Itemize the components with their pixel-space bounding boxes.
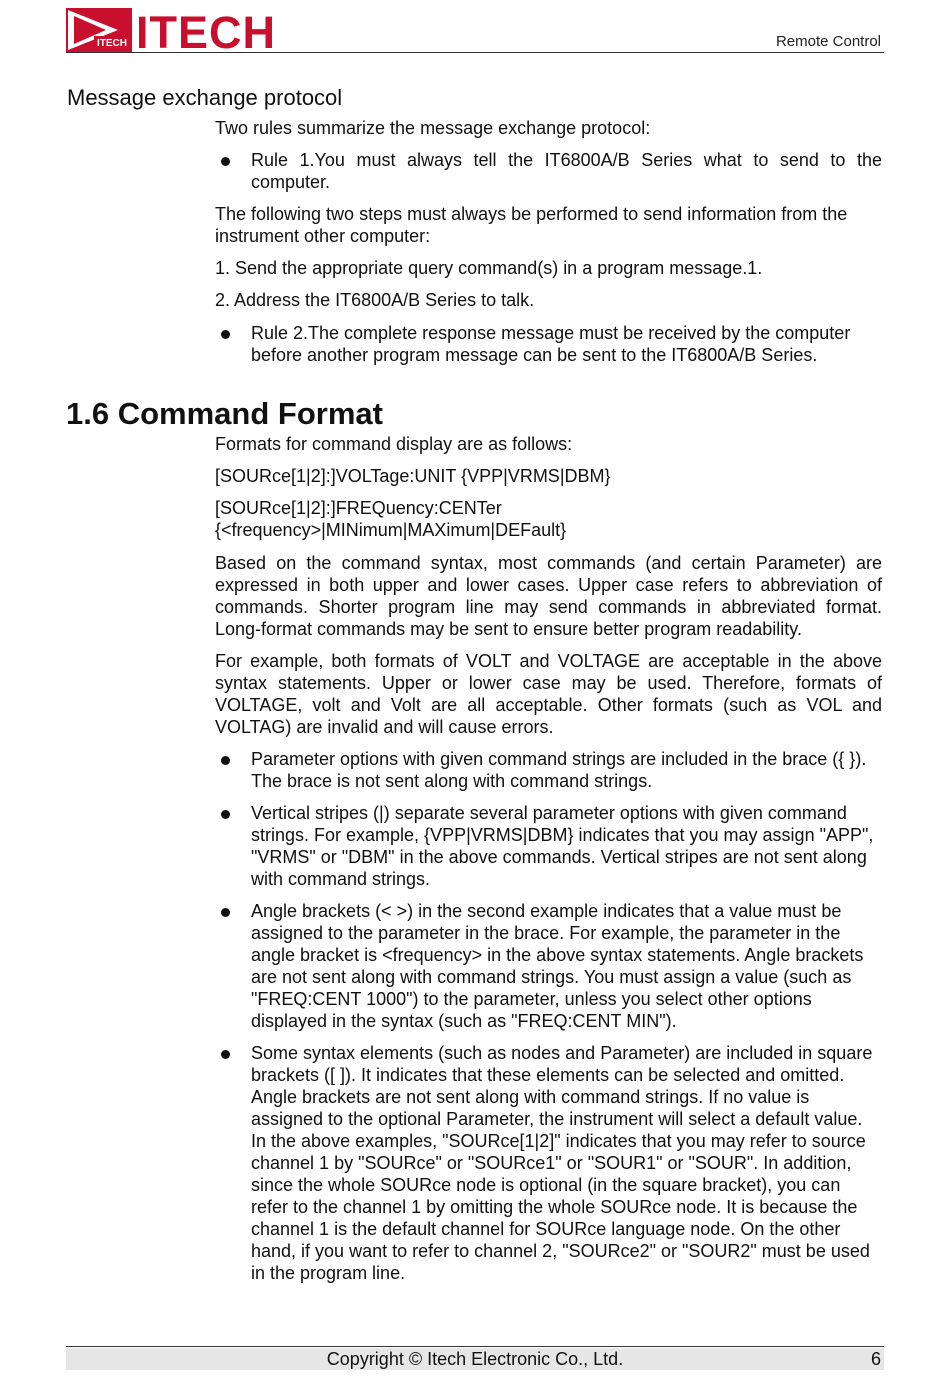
bullet-rule-2 (215, 322, 882, 366)
header-section-label: Remote Control (775, 33, 881, 50)
section-heading-command-format: 1.6 Command Format (66, 396, 383, 431)
paragraph-case-rules: Based on the command syntax, most commands (and certain Parameter) are expressed in both upper and lower cases. Upper case refers to abbreviation of commands. Shorter program line may send commands in abbreviated format. Long-format commands may be sent to ensure better program readability. (215, 553, 882, 639)
svg-text:ITECH: ITECH (136, 8, 276, 52)
bullet-text: Vertical stripes (|) separate several parameter options with given command strings. For example, {VPP|VRMS|DBM} indicates that you may assign "APP", "VRMS" or "DBM" in the above commands. Vertical stripes are not sent along with command strings. (251, 803, 874, 889)
bullet-text: Some syntax elements (such as nodes and Parameter) are included in square brackets ([ ]). It indicates that these elements can be selected and omitted. Angle brackets are not sent along with command strings. If no value is assigned to the optional Parameter, the instrument will select a default value. In the above examples, "SOURce[1|2]" indicates that you may refer to source channel 1 by "SOURce" or "SOURce1" or "SOUR1" or "SOUR". In addition, since the whole SOURce node is optional (in the square bracket), you can refer to the channel 1 by omitting the whole SOURce node. It is because the channel 1 is the default channel for SOURce language node. On the other hand, if you want to refer to channel 2, "SOURce2" or "SOUR2" must be used in the program line. (251, 1043, 873, 1283)
section-heading-message-exchange: Message exchange protocol (67, 85, 343, 110)
bullet-text: Parameter options with given command strings are included in the brace ({ }). The brace is not sent along with command strings. (251, 749, 867, 791)
itech-logo (66, 8, 296, 52)
syntax-line-2a: [SOURce[1|2]:]FREQuency:CENTer (215, 498, 502, 518)
bullet-dot-icon (221, 756, 230, 765)
footer-copyright: Copyright © Itech Electronic Co., Ltd. (326, 1349, 624, 1369)
syntax-line-2 (215, 497, 882, 541)
bullet-vertical-stripes (215, 802, 882, 890)
paragraph-formats-intro: Formats for command display are as follows: (215, 434, 573, 454)
paragraph-steps-intro: The following two steps must always be performed to send information from the instrument other computer: (215, 204, 848, 246)
bullet-square-brackets (215, 1042, 882, 1284)
bullet-dot-icon (221, 1050, 230, 1059)
bullet-dot-icon (221, 330, 230, 339)
paragraph-example: For example, both formats of VOLT and VOLTAGE are acceptable in the above syntax statements. Upper or lower case may be used. Therefore, formats of VOLTAGE, volt and Volt are all acceptable. Other formats (such as VOL and VOLTAG) are invalid and will cause errors. (215, 651, 882, 737)
syntax-line-1: [SOURce[1|2]:]VOLTage:UNIT {VPP|VRMS|DBM} (215, 466, 611, 486)
page-number: 6 (870, 1349, 881, 1369)
bullet-dot-icon (221, 157, 230, 166)
syntax-line-2b: {<frequency>|MINimum|MAXimum|DEFault} (215, 520, 567, 540)
footer-divider (66, 1346, 884, 1347)
bullet-text: Rule 1.You must always tell the IT6800A/B Series what to send to the computer. (251, 150, 882, 192)
paragraph-intro: Two rules summarize the message exchange protocol: (215, 118, 651, 138)
bullet-text: Rule 2.The complete response message must be received by the computer before another program message can be sent to the IT6800A/B Series. (251, 323, 851, 365)
svg-text:ITECH: ITECH (97, 38, 127, 49)
bullet-text: Angle brackets (< >) in the second example indicates that a value must be assigned to the parameter in the brace. For example, the parameter in the angle bracket is <frequency> in the above syntax statements. Angle brackets are not sent along with command strings. You must assign a value (such as "FREQ:CENT 1000") to the parameter, unless you select other options displayed in the syntax (such as "FREQ:CENT MIN"). (251, 901, 864, 1031)
step-1: 1. Send the appropriate query command(s) in a program message.1. (215, 258, 763, 278)
header-divider (66, 52, 884, 53)
bullet-dot-icon (221, 810, 230, 819)
bullet-brace (215, 748, 882, 792)
bullet-rule-1 (215, 149, 882, 193)
bullet-dot-icon (221, 908, 230, 917)
step-2: 2. Address the IT6800A/B Series to talk. (215, 290, 535, 310)
bullet-angle-brackets (215, 900, 882, 1032)
